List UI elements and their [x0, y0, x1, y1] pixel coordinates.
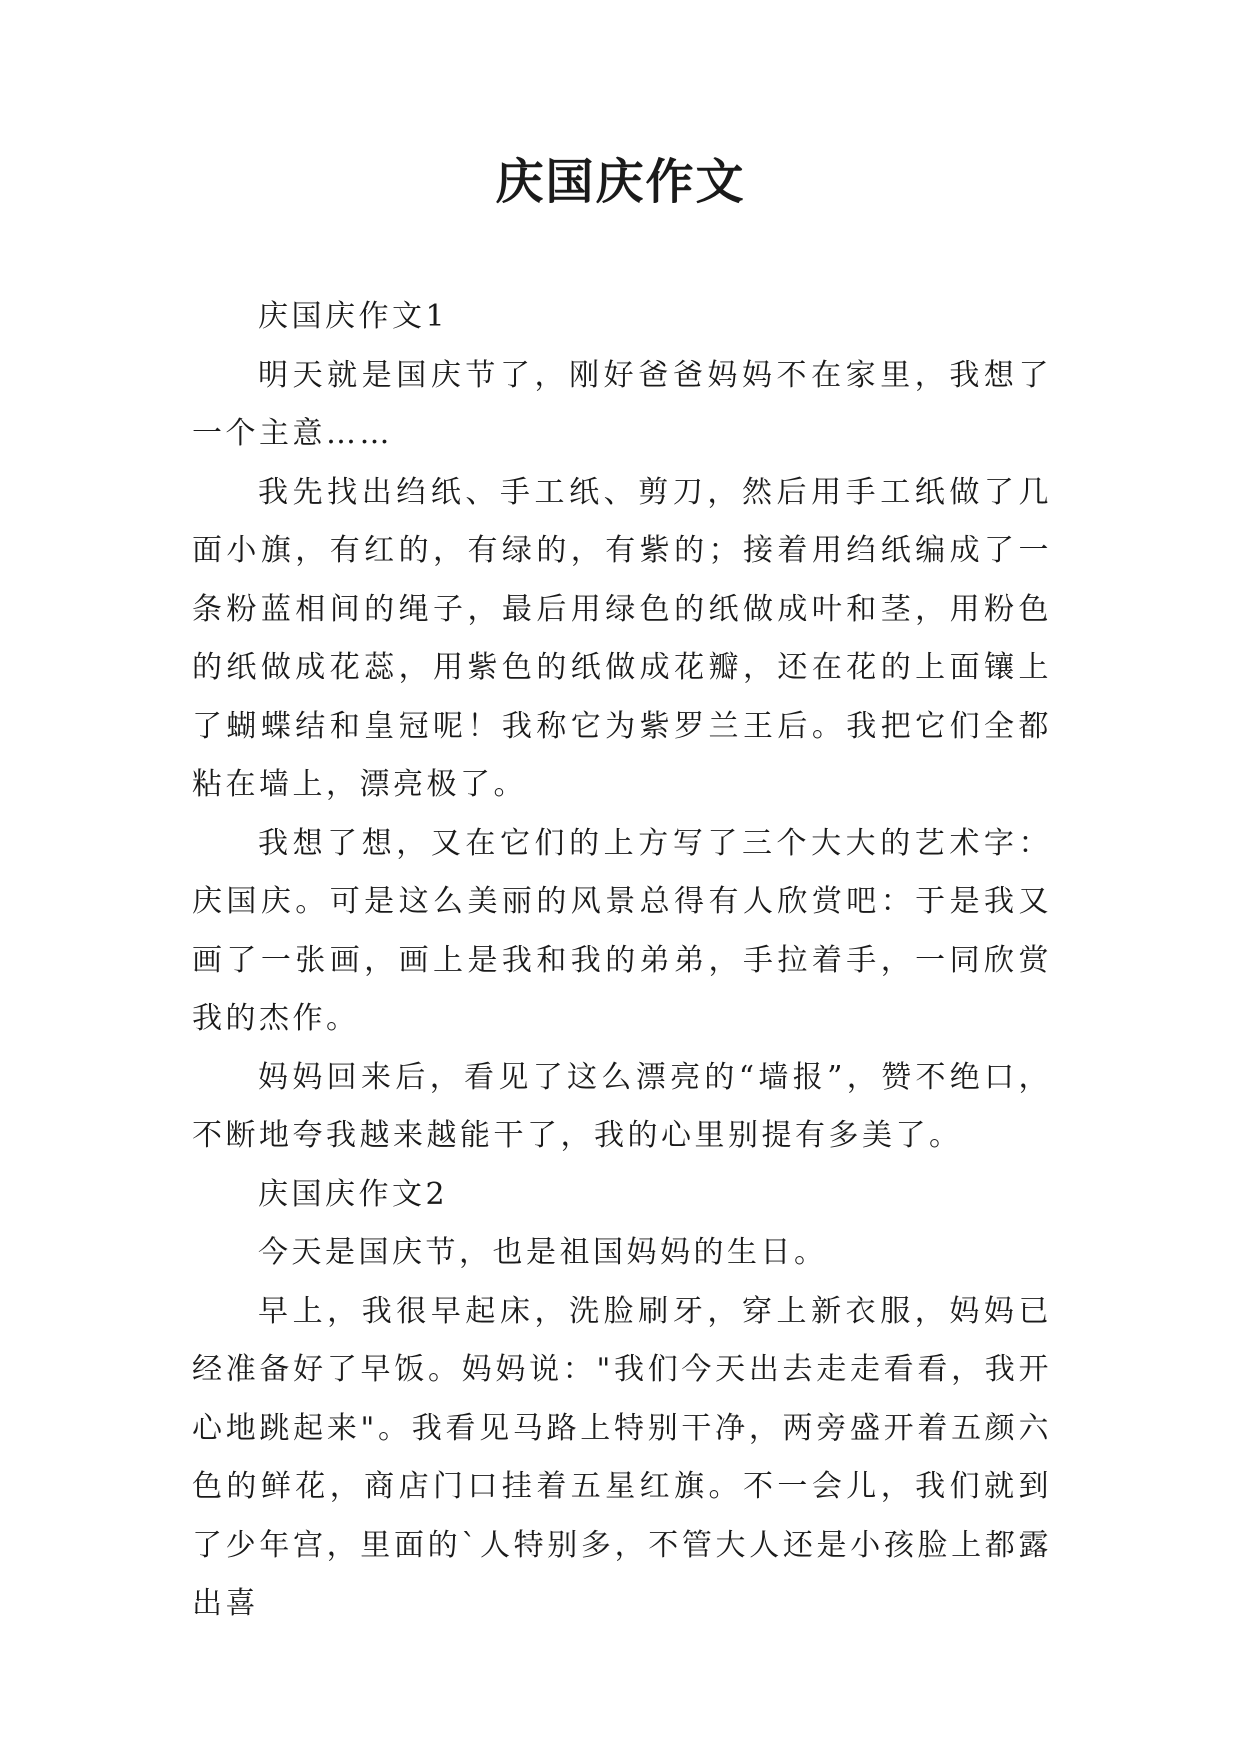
- section-heading-1: 庆国庆作文1: [258, 299, 449, 334]
- paragraph: 早上，我很早起床，洗脸刷牙，穿上新衣服，妈妈已经准备好了早饭。妈妈说："我们今天出去走走看看，我开心地跳起来"。我看见马路上特别干净，两旁盛开着五颜六色的鲜花，商店门口挂着五星红旗。不一会儿，我们就到了少年宫，里面的`人特别多，不管大人还是小孩脸上都露出喜: [192, 1293, 1052, 1621]
- paragraph: 明天就是国庆节了，刚好爸爸妈妈不在家里，我想了一个主意……: [192, 357, 1052, 451]
- document-body: [192, 288, 1052, 1634]
- section-heading-2: 庆国庆作文2: [258, 1176, 449, 1212]
- paragraph: 妈妈回来后，看见了这么漂亮的“墙报”，赞不绝口，不断地夸我越来越能干了，我的心里别提有多美了。: [192, 1059, 1052, 1153]
- paragraph: 我先找出绉纸、手工纸、剪刀，然后用手工纸做了几面小旗，有红的，有绿的，有紫的；接着用绉纸编成了一条粉蓝相间的绳子，最后用绿色的纸做成叶和茎，用粉色的纸做成花蕊，用紫色的纸做成花瓣，还在花的上面镶上了蝴蝶结和皇冠呢！我称它为紫罗兰王后。我把它们全都粘在墙上，漂亮极了。: [192, 474, 1052, 802]
- paragraph: 今天是国庆节，也是祖国妈妈的生日。: [258, 1235, 828, 1270]
- document-title: 庆国庆作文: [495, 154, 746, 210]
- paragraph: 我想了想，又在它们的上方写了三个大大的艺术字：庆国庆。可是这么美丽的风景总得有人欣赏吧：于是我又画了一张画，画上是我和我的弟弟，手拉着手，一同欣赏我的杰作。: [192, 825, 1052, 1036]
